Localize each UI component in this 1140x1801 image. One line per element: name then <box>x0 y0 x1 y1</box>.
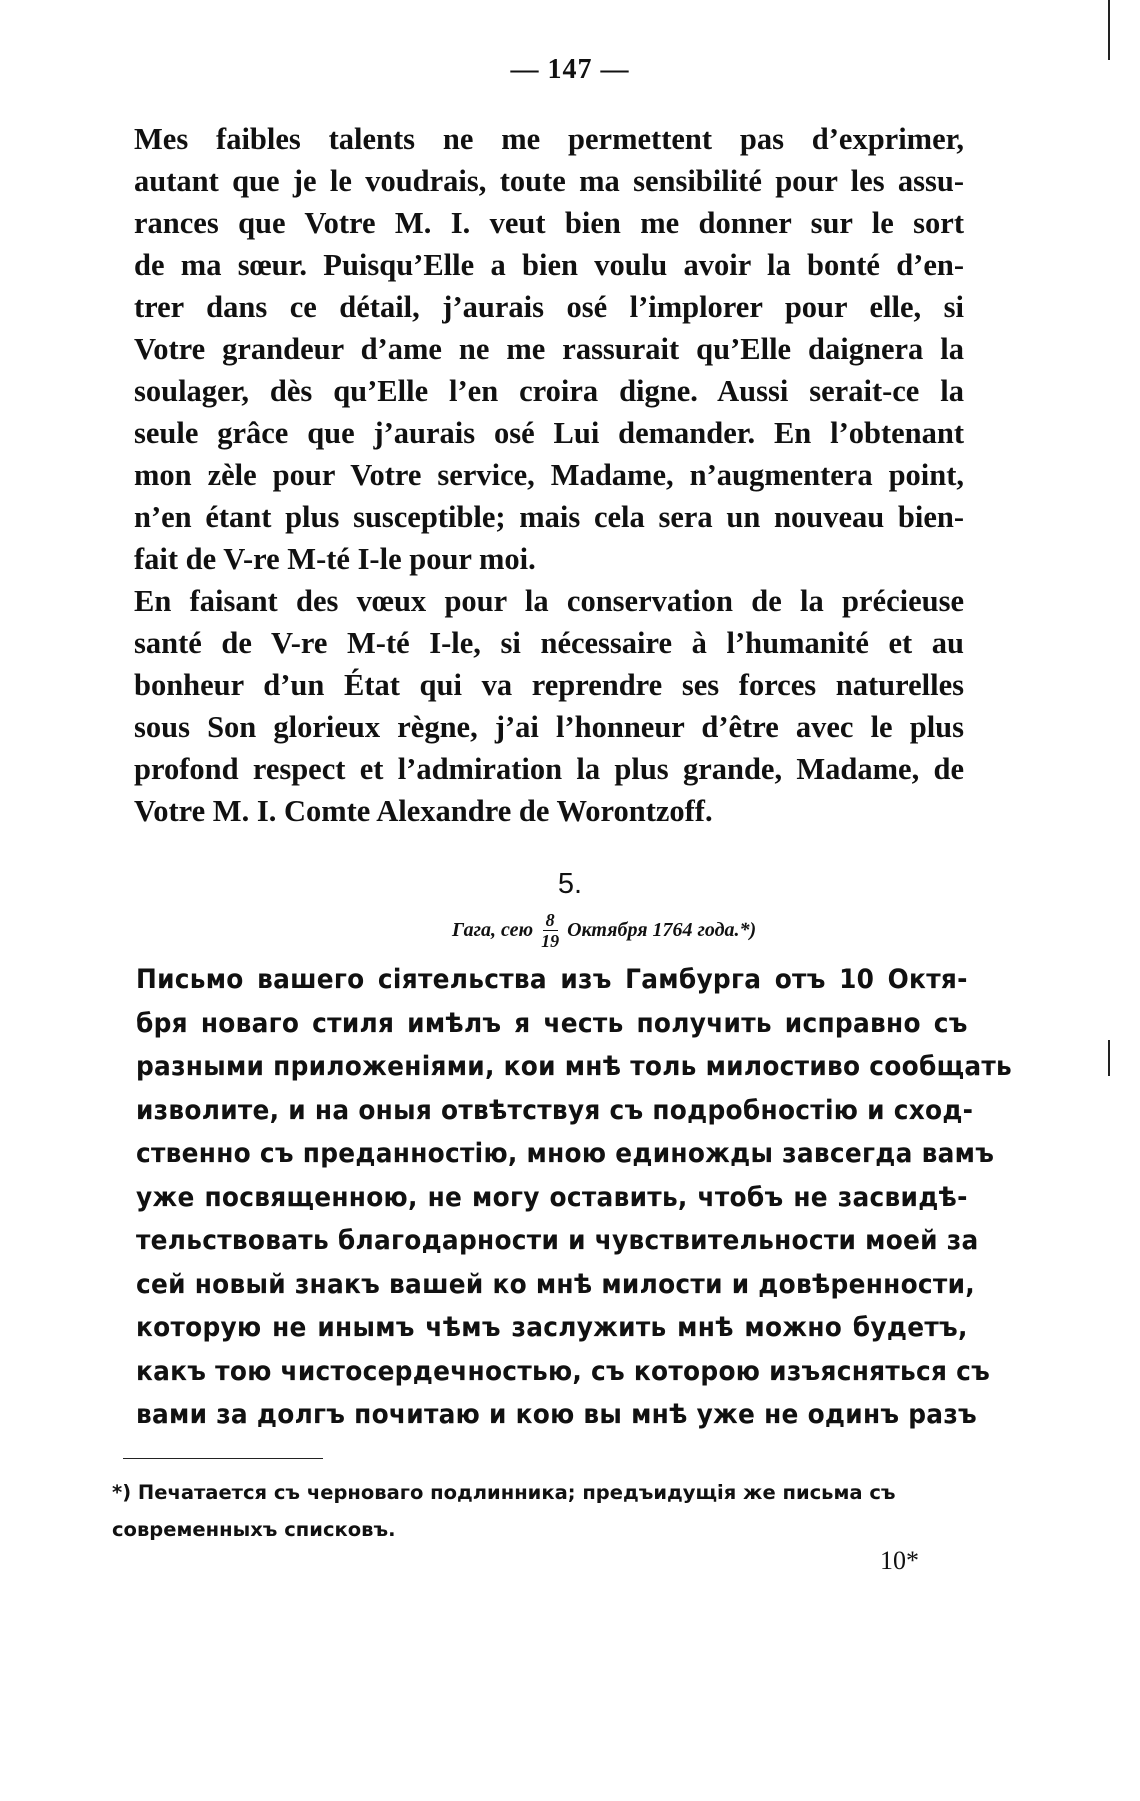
text-line: autant que je le voudrais, toute ma sensibilité pour les assu- <box>134 164 964 198</box>
text-line: sous Son glorieux règne, j’ai l’honneur d’être avec le plus <box>134 710 964 744</box>
footnote-line: современныхъ списковъ. <box>112 1518 396 1541</box>
text-line: бря новаго стиля имѣлъ я честь получить исправно съ <box>136 1007 968 1039</box>
date-fraction <box>541 910 559 951</box>
text-line: seule grâce que j’aurais osé Lui demander. En l’obtenant <box>134 416 964 450</box>
text-line: fait de V-re M-té I-le pour moi. <box>134 542 536 576</box>
text-line: soulager, dès qu’Elle l’en croira digne. Aussi serait-ce la <box>134 374 964 408</box>
footnote-line: *) Печатается съ черноваго подлинника; предъидущія же письма съ <box>112 1481 896 1504</box>
text-line: уже посвященною, не могу оставить, чтобъ не засвидѣ- <box>136 1181 968 1213</box>
text-line: trer dans ce détail, j’aurais osé l’implorer pour elle, si <box>134 290 964 324</box>
russian-paragraph <box>136 958 1013 1437</box>
page-number: — 147 — <box>510 54 630 85</box>
dateline-prefix: Гага, сею <box>452 919 534 941</box>
text-line: Mes faibles talents ne me permettent pas d’exprimer, <box>134 122 964 156</box>
french-paragraph-1 <box>134 118 964 580</box>
text-line: n’en étant plus susceptible; mais cela sera un nouveau bien- <box>134 500 964 534</box>
french-paragraph-2 <box>134 580 964 832</box>
text-line: которую не инымъ чѣмъ заслужить мнѣ можно будетъ, <box>136 1312 968 1343</box>
text-line: santé de V-re M-té I-le, si nécessaire à l’humanité et au <box>134 626 964 660</box>
text-line: En faisant des vœux pour la conservation de la précieuse <box>134 584 964 618</box>
footnote <box>112 1474 972 1548</box>
text-line: rances que Votre M. I. veut bien me donner sur le sort <box>134 206 964 240</box>
dateline <box>452 910 852 951</box>
text-line: какъ тою чистосердечностью, съ которою изъясняться съ <box>136 1355 991 1387</box>
page-edge-mark <box>1108 1040 1110 1076</box>
text-line: изволите, и на оныя отвѣтствуя съ подробностію и сход- <box>136 1094 974 1126</box>
text-line: ственно съ преданностію, мною единожды завсегда вамъ <box>136 1138 995 1169</box>
text-line: bonheur d’un État qui va reprendre ses forces naturelles <box>134 668 964 702</box>
text-line: profond respect et l’admiration la plus grande, Madame, de <box>134 752 964 786</box>
text-line: Письмо вашего сіятельства изъ Гамбурга отъ 10 Октя- <box>136 964 968 995</box>
signature-mark: 10* <box>880 1546 919 1575</box>
text-line: mon zèle pour Votre service, Madame, n’augmentera point, <box>134 458 964 492</box>
text-line: разными приложеніями, кои мнѣ толь милостиво сообщать <box>136 1051 1013 1082</box>
text-line: сей новый знакъ вашей ко мнѣ милости и довѣренности, <box>136 1268 975 1300</box>
section-number: 5. <box>557 868 583 900</box>
fraction-bottom: 19 <box>541 931 560 951</box>
footnote-divider <box>123 1458 323 1459</box>
text-line: Votre grandeur d’ame ne me rassurait qu’Elle daignera la <box>134 332 964 366</box>
text-line: de ma sœur. Puisqu’Elle a bien voulu avoir la bonté d’en- <box>134 248 964 282</box>
text-line: Votre M. I. Comte Alexandre de Worontzoff. <box>134 794 713 828</box>
text-line: тельствовать благодарности и чувствительности моей за <box>136 1225 979 1256</box>
text-line: вами за долгъ почитаю и кою вы мнѣ уже не одинъ разъ <box>136 1399 978 1430</box>
dateline-suffix: Октября 1764 года.*) <box>567 919 757 941</box>
fraction-top: 8 <box>543 910 558 931</box>
page-edge-mark <box>1108 0 1110 60</box>
